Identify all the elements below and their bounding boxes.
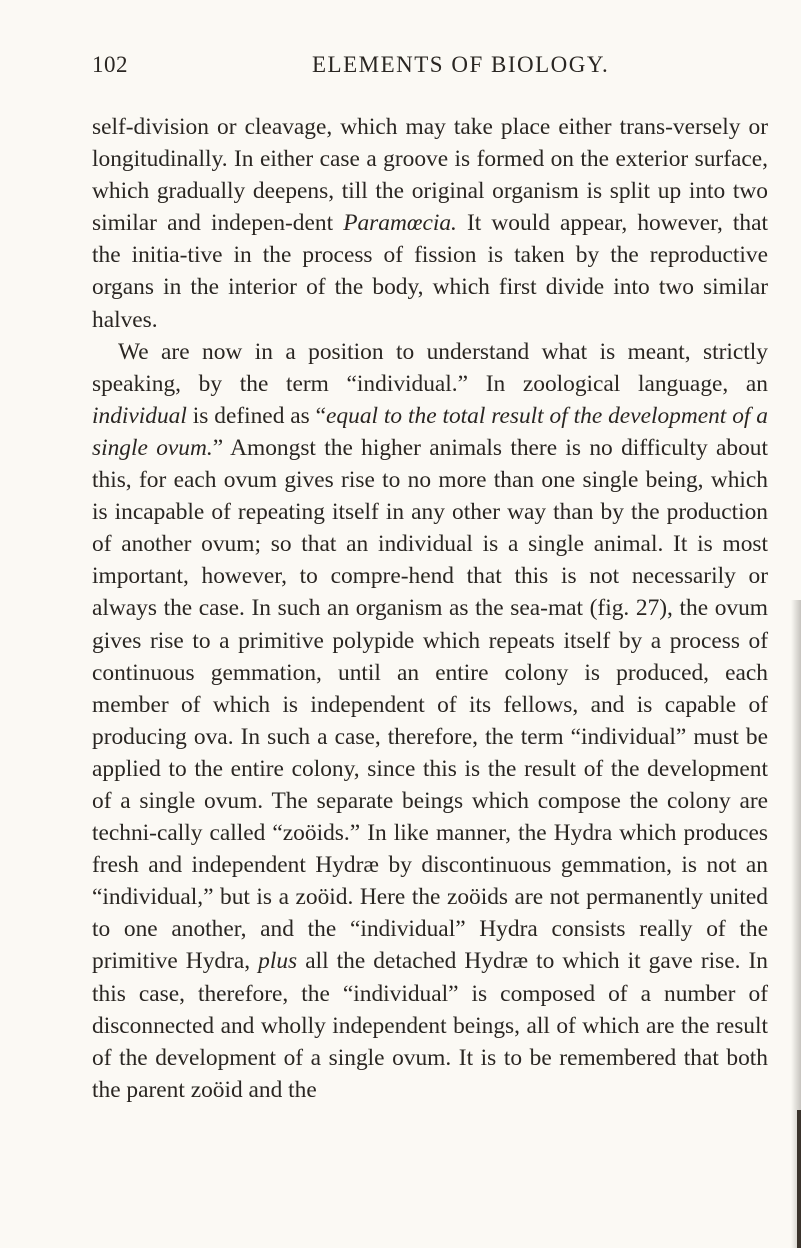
text-run: is defined as “ <box>186 402 327 429</box>
paragraph-fission <box>92 111 768 336</box>
italic-term-paramoecia: Paramœcia. <box>343 210 457 237</box>
text-run: We are now in a position to understand what is meant, strictly speaking, by the term “individual.” In zoological language, an <box>92 338 768 397</box>
paragraph-individual <box>92 336 768 1106</box>
page-edge-binding <box>797 1110 801 1248</box>
text-run: all the detached Hydræ to which it gave rise. In this case, therefore, the “individual” is composed of a number of disconnected and wholly independent beings, all of which are the result of the development of a single ovum. It is to be remembered that both the parent zoöid and the <box>92 948 768 1103</box>
italic-definition: equal to the total result of the development of a single ovum. <box>92 402 768 461</box>
italic-term-individual: individual <box>92 402 187 429</box>
running-title: ELEMENTS OF BIOLOGY. <box>312 52 610 77</box>
italic-term-plus: plus <box>258 948 298 975</box>
text-run: It would appear, however, that the initia-tive in the process of fission is taken by the reproductive organs in the interior of the body, which first divide into two similar halves. <box>92 210 768 333</box>
page-number: 102 <box>92 52 128 77</box>
text-run: self-division or cleavage, which may take place either trans-versely or longitudinally. In either case a groove is formed on the exterior surface, which gradually deepens, till the original organism is split up into two similar and indepen-dent <box>92 114 768 237</box>
running-head <box>92 52 768 92</box>
text-run: ” Amongst the higher animals there is no difficulty about this, for each ovum gives rise to no more than one single being, which is incapable of repeating itself in any other way than by the production of another ovum; so that an individual is a single animal. It is most important, however, to compre-hend that this is not necessarily or always the case. In such an organism as the sea-mat (fig. 27), the ovum gives rise to a primitive polypide which repeats itself by a process of continuous gemmation, until an entire colony is produced, each member of which is independent of its fellows, and is capable of producing ova. In such a case, therefore, the term “individual” must be applied to the entire colony, since this is the result of the development of a single ovum. The separate beings which compose the colony are techni-cally called “zoöids.” In like manner, the Hydra which produces fresh and independent Hydræ by discontinuous gemmation, is not an “individual,” but is a zoöid. Here the zoöids are not permanently united to one another, and the “individual” Hydra consists really of the primitive Hydra, <box>92 434 768 975</box>
body-text <box>92 111 768 1106</box>
